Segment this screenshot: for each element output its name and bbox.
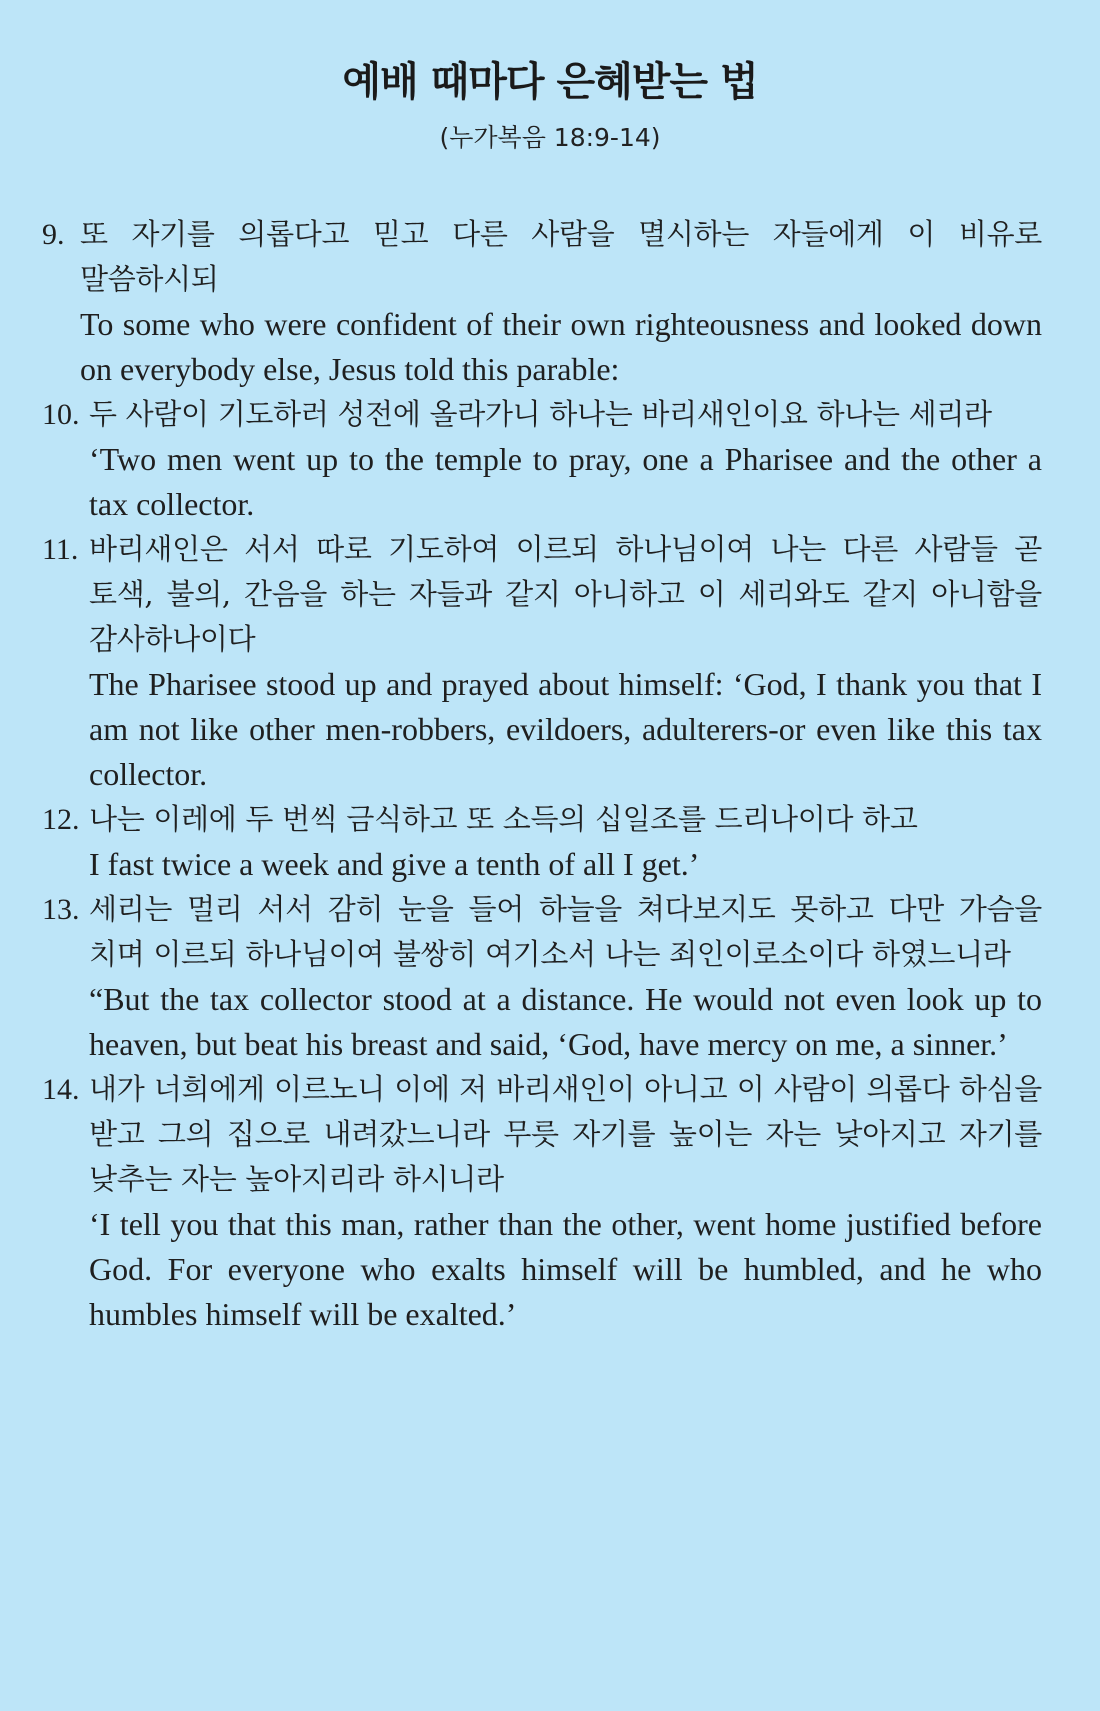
verse-12 xyxy=(42,797,1042,887)
scripture-reference: (누가복음 18:9-14) xyxy=(439,123,661,152)
verse-11 xyxy=(42,527,1042,797)
verse-number: 11. xyxy=(42,533,79,566)
verse-number: 13. xyxy=(42,893,80,926)
verse-14 xyxy=(42,1067,1042,1337)
verse-korean-text: 나는 이레에 두 번씩 금식하고 또 소득의 십일조를 드리나이다 하고 xyxy=(89,802,918,836)
verse-number: 10. xyxy=(42,398,80,431)
verse-english-text: I fast twice a week and give a tenth of all I get.’ xyxy=(89,846,700,882)
verse-10 xyxy=(42,392,1042,527)
page-title: 예배 때마다 은혜받는 법 xyxy=(342,59,758,105)
verse-number: 12. xyxy=(42,803,80,836)
page-header xyxy=(0,56,1100,156)
verse-english-text: To some who were confident of their own righteousness and looked down on everybody else, Jesus told this parable: xyxy=(80,306,1042,387)
verse-korean-text: 바리새인은 서서 따로 기도하여 이르되 하나님이여 나는 다른 사람들 곧 토색, 불의, 간음을 하는 자들과 같지 아니하고 이 세리와도 같지 아니함을 감사하나이다 xyxy=(89,532,1042,656)
verse-korean-text: 또 자기를 의롭다고 믿고 다른 사람을 멸시하는 자들에게 이 비유로 말씀하시되 xyxy=(80,217,1042,296)
verse-english-text: ‘Two men went up to the temple to pray, one a Pharisee and the other a tax collector. xyxy=(89,441,1042,522)
verse-korean-text: 세리는 멀리 서서 감히 눈을 들어 하늘을 쳐다보지도 못하고 다만 가슴을 치며 이르되 하나님이여 불쌍히 여기소서 나는 죄인이로소이다 하였느니라 xyxy=(89,892,1042,971)
verse-list xyxy=(42,212,1042,1337)
verse-english-text: The Pharisee stood up and prayed about himself: ‘God, I thank you that I am not like other men-robbers, evildoers, adulterers-or even like this tax collector. xyxy=(89,666,1042,792)
verse-9 xyxy=(42,212,1042,392)
verse-number: 14. xyxy=(42,1073,80,1106)
verse-korean-text: 내가 너희에게 이르노니 이에 저 바리새인이 아니고 이 사람이 의롭다 하심을 받고 그의 집으로 내려갔느니라 무릇 자기를 높이는 자는 낮아지고 자기를 낮추는 자는 높아지리라 하시니라 xyxy=(89,1072,1042,1196)
verse-english-text: ‘I tell you that this man, rather than the other, went home justified before God. For everyone who exalts himself will be humbled, and he who humbles himself will be exalted.’ xyxy=(89,1206,1042,1332)
verse-number: 9. xyxy=(42,218,65,251)
verse-korean-text: 두 사람이 기도하러 성전에 올라가니 하나는 바리새인이요 하나는 세리라 xyxy=(89,397,992,431)
verse-english-text: “But the tax collector stood at a distance. He would not even look up to heaven, but beat his breast and said, ‘God, have mercy on me, a sinner.’ xyxy=(89,981,1042,1062)
verse-13 xyxy=(42,887,1042,1067)
